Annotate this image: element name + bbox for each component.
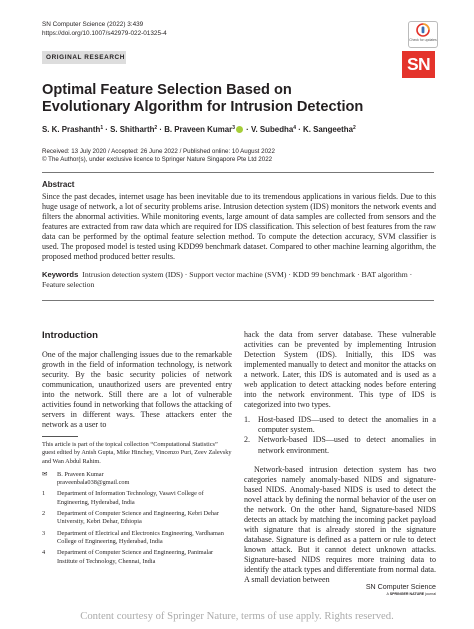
list-item [244,435,436,455]
journal-citation: SN Computer Science (2022) 3:439 [42,21,144,28]
doi-link[interactable]: https://doi.org/10.1007/s42979-022-01325-4 [42,29,167,37]
footnote-divider [42,436,78,437]
footnote-item [42,549,232,566]
footnote-text: B. Praveen Kumar praveenbala038@gmail.com [57,470,130,487]
affiliation-marker: 3 [232,125,235,131]
footnote-text: Department of Electrical and Electronics Engineering, Vardhaman College of Engineering, Hyderabad, India [57,529,224,545]
list-number: 2. [244,435,251,445]
abstract-text: Since the past decades, internet usage has been inevitable due to its tremendous applications in various fields. Due to this huge usage of network, a lot of security problems arise. Intrusion detection system (IDS) monitors the network events and filters the abnormal activities. While monitoring events, large amount of data samples are collected from sensors and the features are extracted from raw data which are required for IDS classification. This selection of best features from the raw data can be performed by the optimal feature selection method. To compute the detection accuracy, SVM classifier is used. The proposed model is tested using KDD99 benchmark dataset. Compared to other machine learning algorithm, the proposed method produced better results. [42,192,436,262]
author-separator: · [243,125,251,134]
author-name[interactable]: S. K. Prashanth [42,125,101,134]
affiliation-marker: 1 [100,125,104,131]
list-item [244,415,436,435]
footnote-item [42,510,232,527]
journal-reference [42,21,167,38]
author-name[interactable]: S. Shitharth [110,125,155,134]
affiliation-number: 4 [42,549,46,557]
author-list [42,123,442,135]
footer-publisher: A SPRINGER NATURE journal [386,592,436,596]
author-name[interactable]: B. Praveen Kumar [164,125,233,134]
author-name[interactable]: K. Sangeetha [303,125,354,134]
footnote-text: Department of Information Technology, Vasavi College of Engineering, Hyderabad, India [57,490,204,506]
keywords-label: Keywords [42,270,79,279]
intro-paragraph: hack the data from server database. These vulnerable activities can be prevented by implementing Intrusion Detection System (IDS). Initially, this IDS was implemented manually to detect and monitor the attacks on a network. Later, this IDS is automated and is used as a web application to detect attacking nodes before entering into the network environment. This type of IDS is categorized into two types. [244,330,436,410]
date-line: Received: 13 July 2020 / Accepted: 26 June 2022 / Published online: 10 August 2022 [42,148,275,155]
affiliation-marker: 2 [353,125,356,131]
list-text: Host-based IDS—used to detect the anomalies in a computer system. [258,415,436,435]
affiliation-marker: 2 [154,125,158,131]
affiliation-marker: 4 [293,125,297,131]
copyright-line: © The Author(s), under exclusive licence to Springer Nature Singapore Pte Ltd 2022 [42,156,273,164]
footnote-text: Department of Computer Science and Engineering, Kebri Dehar University, Kebri Dehar, Ethiopia [57,510,219,526]
introduction-heading: Introduction [42,330,98,341]
keywords-text: Intrusion detection system (IDS) · Support vector machine (SVM) · KDD 99 benchmark · BAT algorithm · Feature selection [42,270,413,289]
springer-nature-logo: SPRINGER NATURE [389,592,425,596]
divider [42,172,434,173]
article-type-label: ORIGINAL RESEARCH [42,51,126,64]
intro-paragraph: One of the major challenging issues due to the remarkable growth in the field of information technology, is network security. By the basic security policies of network communication, unauthorized users are prevented entry into the network. Still there are a lot of vulnerable activities found in networking that follows the attacking of servers in different ways. These attackers enter the network as a user to [42,350,232,430]
publication-dates [42,148,275,164]
check-updates-label: Check for updates [409,38,437,42]
footnote-text: Department of Computer Science and Engineering, Panimalar Institute of Technology, Chennai, India [57,549,214,565]
check-updates-icon [416,23,430,37]
article-title: Optimal Feature Selection Based on Evolutionary Algorithm for Intrusion Detection [42,82,364,115]
affiliation-number: 2 [42,510,46,518]
collection-note: This article is part of the topical collection “Computational Statistics” guest edited by Anish Gupta, Mike Hinchey, Vincenzo Puri, Zeev Zalevsky and Wan Abdul Rahim. [42,441,232,465]
footnote-item [42,490,232,507]
sn-logo: SN [402,51,435,78]
footnote-item [42,471,232,488]
footer-brand [356,583,436,597]
envelope-icon: ✉ [42,470,48,478]
intro-paragraph: Network-based intrusion detection system has two categories namely anomaly-based NIDS and signature-based NIDS. Anomaly-based NIDS is used to detect the novel attack by defining the normal behavior of the user on the network. On the other hand, Signature-based NIDS detects an attack by matching the incoming packet payload with signature that is already stored in the signature database. Signature is defined as a pattern or rule to detect known attack. But it cannot detect unknown attacks. Signature-based NIDS requires more training data to identify the attack types and differentiate from normal data. A small deviation between [244,464,436,585]
right-column [244,330,436,585]
check-for-updates-badge[interactable] [408,21,438,48]
footer-journal-name: SN Computer Science [365,583,436,591]
author-separator: · [296,125,304,134]
list-text: Network-based IDS—used to detect anomalies in network environment. [258,435,436,455]
affiliation-number: 1 [42,490,46,498]
courtesy-notice: Content courtesy of Springer Nature, terms of use apply. Rights reserved. [80,610,394,622]
author-separator: · [157,125,165,134]
affiliation-number: 3 [42,529,46,537]
divider [42,300,434,301]
list-number: 1. [244,415,251,425]
footnotes [42,441,232,569]
abstract-heading: Abstract [42,180,75,189]
author-separator: · [103,125,111,134]
footnote-item [42,530,232,547]
author-name[interactable]: V. Subedha [250,125,294,134]
left-column [42,350,232,430]
keywords [42,270,436,290]
orcid-icon[interactable] [236,126,243,133]
ids-type-list [244,415,436,455]
